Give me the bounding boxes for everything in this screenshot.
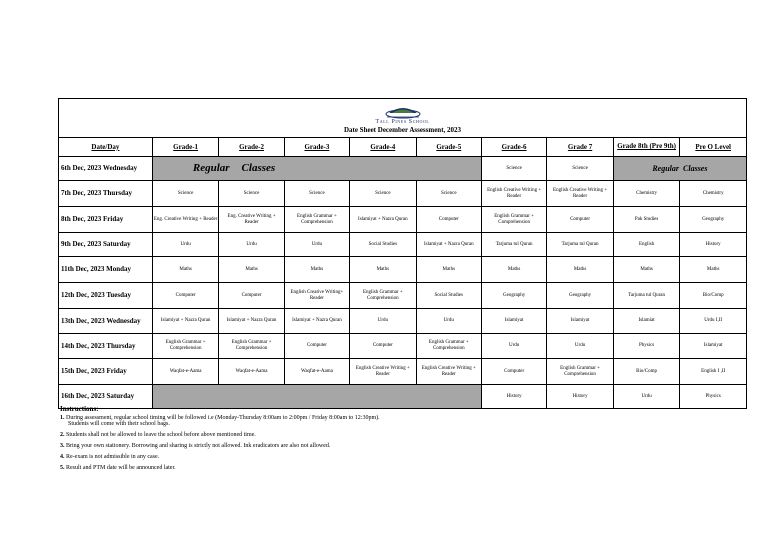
table-cell: English Creative Writing+ Reader — [284, 283, 349, 309]
table-cell: Computer — [219, 283, 284, 309]
table-cell: Urdu — [152, 233, 219, 257]
table-cell: History — [547, 385, 614, 409]
table-cell: Maths — [680, 257, 747, 283]
table-cell: Geography — [547, 283, 614, 309]
table-cell: English Creative Writing + Reader — [481, 181, 546, 207]
classes-word: Classes — [241, 161, 276, 174]
table-cell: Eng. Creative Writing + Reader — [219, 207, 284, 233]
row-day: 7th Dec, 2023 Thursday — [59, 181, 153, 207]
table-cell: English Grammar + Comprehension — [547, 359, 614, 385]
table-cell: Science — [416, 181, 481, 207]
table-cell: Waqfat-e-Aama — [284, 359, 349, 385]
table-cell: History — [481, 385, 546, 409]
table-cell: English Grammar + Comprehension — [152, 334, 219, 359]
table-cell: Science — [219, 181, 284, 207]
table-cell: English I ,II — [680, 359, 747, 385]
table-cell: Urdu I,II — [680, 309, 747, 334]
row-day: 11th Dec, 2023 Monday — [59, 257, 153, 283]
table-cell: Urdu — [350, 309, 417, 334]
instruction-item: 3. Bring your own stationery. Borrowing and sharing is strictly not allowed. Ink eradicators are also not allowed. — [60, 443, 331, 449]
table-cell: English — [613, 233, 680, 257]
table-cell: Urdu — [547, 334, 614, 359]
table-cell: Islamiyat + Nazra Quran — [350, 207, 417, 233]
table-cell: Urdu — [481, 334, 546, 359]
table-cell: Science — [547, 157, 614, 181]
table-cell: Geography — [680, 207, 747, 233]
table-cell: Maths — [152, 257, 219, 283]
sheet-title: Date Sheet December Assessment, 2023 — [343, 126, 462, 134]
header-pre-o-level: Pre O Level — [680, 138, 747, 157]
table-cell: Waqfat-e-Aama — [152, 359, 219, 385]
table-cell: Urdu — [416, 309, 481, 334]
table-cell: Maths — [416, 257, 481, 283]
table-cell: Waqfat-e-Aama — [219, 359, 284, 385]
table-cell: Islamiat — [613, 309, 680, 334]
table-cell: Eng. Creative Writing + Reader — [152, 207, 219, 233]
table-cell: Islamiyat — [680, 334, 747, 359]
table-cell: Science — [481, 157, 546, 181]
table-cell: Science — [152, 181, 219, 207]
table-cell: Islamiyat + Nazra Quran — [416, 233, 481, 257]
table-cell: Islamiyat + Nazra Quran — [284, 309, 349, 334]
table-cell: Chemistry — [680, 181, 747, 207]
table-cell: Computer — [547, 207, 614, 233]
table-cell: Urdu — [284, 233, 349, 257]
table-cell: English Grammar + Comprehension — [350, 283, 417, 309]
table-cell: Islamiyat — [547, 309, 614, 334]
header-grade-3: Grade-3 — [284, 138, 349, 157]
table-cell: Computer — [284, 334, 349, 359]
table-cell: Pak Studies — [613, 207, 680, 233]
table-cell: Islamiyat + Nazra Quran — [152, 309, 219, 334]
table-cell: Chemistry — [613, 181, 680, 207]
header-grade-2: Grade-2 — [219, 138, 284, 157]
instructions — [60, 405, 740, 476]
regular-word: Regular — [652, 163, 680, 173]
table-cell: English Creative Writing + Reader — [350, 359, 417, 385]
table-row — [59, 309, 747, 334]
regular-word: Regular — [192, 161, 230, 174]
regular-classes-cell — [152, 157, 481, 181]
table-cell: English Creative Writing + Reader — [547, 181, 614, 207]
row-day: 9th Dec, 2023 Saturday — [59, 233, 153, 257]
row-day: 6th Dec, 2023 Wednesday — [59, 157, 153, 181]
table-cell: Computer — [416, 207, 481, 233]
instructions-heading: Instructions: — [60, 405, 99, 413]
table-cell: Physics — [680, 385, 747, 409]
school-name: Tall Pines School — [375, 119, 430, 125]
table-row — [59, 283, 747, 309]
table-row — [59, 233, 747, 257]
header-grade-8: Grade 8th (Pre 9th) — [613, 138, 680, 157]
regular-classes-cell-2 — [613, 157, 746, 181]
classes-word: Classes — [683, 163, 708, 173]
table-cell: Tarjuma tul Quran — [481, 233, 546, 257]
table-cell: Tarjuma tul Quran — [613, 283, 680, 309]
table-cell: Maths — [284, 257, 349, 283]
table-cell: Tarjuma tul Quran — [547, 233, 614, 257]
table-row — [59, 181, 747, 207]
table-cell: English Creative Writing + Reader — [416, 359, 481, 385]
table-cell: Computer — [152, 283, 219, 309]
table-cell: Islamiyat — [481, 309, 546, 334]
row-day: 16th Dec, 2023 Saturday — [59, 385, 153, 409]
header-grade-7: Grade 7 — [547, 138, 614, 157]
row-day: 15th Dec, 2023 Friday — [59, 359, 153, 385]
table-cell: Science — [284, 181, 349, 207]
table-cell: Maths — [547, 257, 614, 283]
table-cell: Maths — [613, 257, 680, 283]
header-grade-6: Grade-6 — [481, 138, 546, 157]
table-cell: English Grammar + Comprehension — [219, 334, 284, 359]
table-cell: History — [680, 233, 747, 257]
row-day: 8th Dec, 2023 Friday — [59, 207, 153, 233]
table-row — [59, 207, 747, 233]
table-row — [59, 359, 747, 385]
table-cell: Geography — [481, 283, 546, 309]
table-cell: Urdu — [219, 233, 284, 257]
table-cell: Social Studies — [416, 283, 481, 309]
instruction-item: 4. Re-exam is not admissible in any case. — [60, 454, 160, 460]
table-row — [59, 157, 747, 181]
table-cell: English Grammar + Comprehension — [284, 207, 349, 233]
instruction-item: 1. During assessment, regular school timing will be followed i.e (Monday-Thursday 8:00am to 2:00pm / Friday 8:00am to 12:30pm). Students will come with their school bags. — [60, 415, 380, 427]
table-cell: Science — [350, 181, 417, 207]
table-cell: English Grammar + Comprehension — [481, 207, 546, 233]
header-grade-4: Grade-4 — [350, 138, 417, 157]
instruction-item: 5. Result and PTM date will be announced later. — [60, 465, 176, 471]
table-cell: Bio/Comp — [680, 283, 747, 309]
date-sheet — [58, 98, 747, 409]
table-cell: English Grammar + Comprehension — [416, 334, 481, 359]
table-cell: Maths — [219, 257, 284, 283]
table-cell: Islamiyat + Nazra Quran — [219, 309, 284, 334]
row-day: 12th Dec, 2023 Tuesday — [59, 283, 153, 309]
table-cell: Maths — [350, 257, 417, 283]
table-cell: Maths — [481, 257, 546, 283]
row-day: 13th Dec, 2023 Wednesday — [59, 309, 153, 334]
header-date-day: Date/Day — [59, 138, 153, 157]
header-grade-1: Grade-1 — [152, 138, 219, 157]
table-cell: Computer — [481, 359, 546, 385]
table-cell: Computer — [350, 334, 417, 359]
table-cell: Urdu — [613, 385, 680, 409]
header-grade-5: Grade-5 — [416, 138, 481, 157]
row-day: 14th Dec, 2023 Thursday — [59, 334, 153, 359]
table-row — [59, 257, 747, 283]
table-cell: Bio/Comp — [613, 359, 680, 385]
sheet-header — [58, 98, 747, 137]
header-row — [59, 138, 747, 157]
table-cell: Social Studies — [350, 233, 417, 257]
table-cell: Physics — [613, 334, 680, 359]
date-sheet-table — [58, 137, 747, 409]
instruction-item: 2. Students shall not be allowed to leave the school before above mentioned time. — [60, 432, 256, 438]
table-row — [59, 334, 747, 359]
